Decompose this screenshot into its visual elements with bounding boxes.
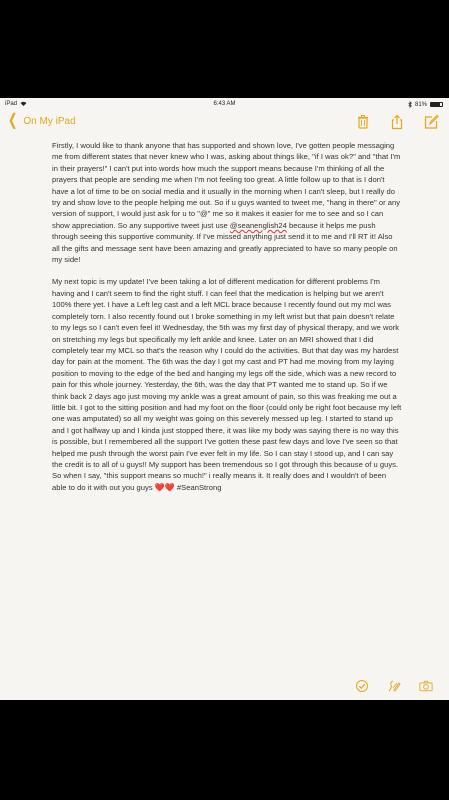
nav-actions [355,114,439,130]
back-button[interactable] [6,112,76,129]
note-paragraph-1 [52,140,402,265]
notes-screen [0,98,449,700]
nav-bar [0,111,449,135]
note-text: because it helps me push through seeing this supportive community. If I've missed anything just send it to me and I'll RT it! Also all the gifts and message sent have been amazing and greatly appreciated to have so many people on my side! [52,220,398,265]
compose-icon[interactable] [423,114,439,130]
sketch-icon[interactable] [387,679,401,693]
back-label: On My iPad [23,115,76,127]
note-paragraph-2 [52,276,402,493]
note-text: My next topic is my update! I've been taking a lot of different medication for different problems I'm having and I can't seem to find the right stuff. I can feel that the medication is helping but we aren't 100% there yet. I have a Left leg cast and a left MCL brace because I recently found out my mcl was completely torn. I also recently found out I broke something in my left wrist but that pain doesn't relate to my legs so I can't even feel it! Wednesday, the 5th was my first day of physical therapy, and we work on stretching my legs but specifically my left ankle and knee. Later on an MRI showed that I did completely tear my MCL so that's the reason why I could do the activities. But that day was my hardest day for pain at the moment. The 6th was the day I got my cast and PT had me moving from my laying position to moving to the edge of the bed and hanging my legs off the side, which was a new record to pain for this whole journey. Yesterday, the 6th, was the day that PT wanted me to stand up. So if we think back 2 days ago just moving my ankle was a great amount of pain, so this was freaking me out a little bit. I got to the sitting position and had my foot on the floor (could only be right foot because my left one was amputated) so all my weight was going on this severely messed up leg. I started to stand up and I got halfway up and I kinda just stopped there, it was like my body was saying there is no way this is possible, but I remembered all the support I've gotten these past few days and love I've seen so that helped me push through the worst pain I've ever felt in my life. So I can stay I stood up, and I can say the credit is to all of u guys!! My support has been tremendous so I got through this because of u guys. So when I say, "this support means so much!" i really means it. It really does and I wouldn't of been able to do it with out you guys [52,277,402,492]
trash-icon[interactable] [355,114,371,130]
share-icon[interactable] [389,114,405,130]
note-body[interactable] [52,140,402,504]
battery-percent: 81% [414,101,427,108]
heart-emoji: ❤️❤️ [154,482,175,492]
battery-fill [431,103,440,106]
hashtag: #SeanStrong [174,482,222,492]
camera-icon[interactable] [419,679,433,693]
status-right [408,101,443,108]
bluetooth-icon [408,101,412,108]
bottom-toolbar [355,679,433,693]
status-time: 6:43 AM [213,101,236,107]
twitter-handle: @seanenglish24 [229,220,287,230]
note-text: Firstly, I would like to thank anyone that has supported and shown love, I've gotten people messaging me from different states that never knew who I was, asking about things like, "if I was ok?" and "that I'm in their prayers!" I can't put into words how much the support means because I'm thinking of all the prayers that people are sending me when I'm not feeling too great. A little follow up to that is I don't have a lot of time to be on social media and it usually in the morning when I can't sleep, but I really do try and show love to the people helping me out. So if u guys wanted to tweet me, "hang in there" or any version of support, I would just ask for u to "@" me so it makes it easier for me to see and so I can show appreciation. So any supportive tweet just use [52,141,401,230]
checklist-icon[interactable] [355,679,369,693]
device-label: iPad [5,101,18,107]
battery-icon [430,102,443,107]
chevron-left-icon: ❮ [8,112,18,129]
status-bar [0,98,449,110]
